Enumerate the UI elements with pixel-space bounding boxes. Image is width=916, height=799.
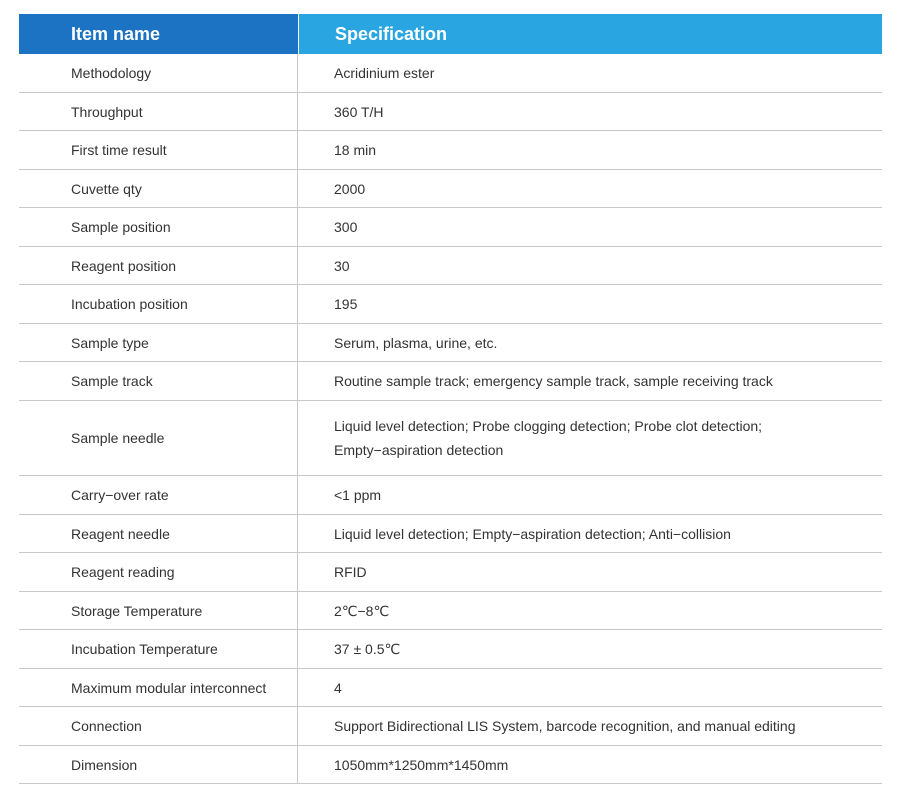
row-value: RFID	[334, 564, 367, 580]
row-name: Sample position	[19, 208, 298, 246]
row-name: Maximum modular interconnect	[19, 669, 298, 706]
row-value: Acridinium ester	[334, 65, 435, 81]
row-value: 300	[334, 219, 358, 235]
row-name: Sample type	[19, 324, 298, 361]
row-value: 2℃−8℃	[334, 602, 390, 619]
table-row	[19, 324, 882, 362]
row-name: Throughput	[19, 93, 298, 130]
table-row	[19, 362, 882, 401]
row-name: Reagent reading	[19, 553, 298, 591]
row-value: Support Bidirectional LIS System, barcode recognition, and manual editing	[334, 718, 796, 734]
table-row	[19, 669, 882, 707]
row-name: Carry−over rate	[19, 476, 298, 514]
row-name: Cuvette qty	[19, 170, 298, 207]
table-row	[19, 54, 882, 93]
table-row	[19, 285, 882, 324]
row-value: 195	[334, 296, 358, 312]
row-name: First time result	[19, 131, 298, 169]
row-name: Dimension	[19, 746, 298, 783]
row-value: Liquid level detection; Empty−aspiration detection; Anti−collision	[334, 525, 731, 542]
table-row	[19, 553, 882, 592]
row-value: <1 ppm	[334, 487, 382, 503]
row-value: 30	[334, 257, 350, 274]
row-value: 1050mm*1250mm*1450mm	[334, 756, 509, 773]
row-value: Liquid level detection; Probe clogging detection; Probe clot detection; Empty−aspiration detection	[334, 418, 763, 458]
table-row	[19, 592, 882, 630]
table-row	[19, 208, 882, 247]
row-value: 4	[334, 679, 342, 696]
table-row	[19, 131, 882, 170]
row-value: 37 ± 0.5℃	[334, 641, 401, 657]
spec-table	[19, 14, 882, 784]
table-row	[19, 630, 882, 669]
row-name: Methodology	[19, 54, 298, 92]
row-value: 2000	[334, 180, 366, 197]
header-specification: Specification	[298, 14, 882, 54]
table-header	[19, 14, 882, 54]
row-name: Connection	[19, 707, 298, 745]
table-row	[19, 515, 882, 553]
header-item-name: Item name	[19, 14, 298, 54]
row-value: 18 min	[334, 142, 377, 158]
row-name: Sample needle	[19, 401, 298, 475]
row-name: Reagent needle	[19, 515, 298, 552]
table-row	[19, 476, 882, 515]
row-name: Reagent position	[19, 247, 298, 284]
table-row	[19, 401, 882, 476]
table-row	[19, 170, 882, 208]
table-row	[19, 707, 882, 746]
table-row	[19, 746, 882, 784]
row-name: Sample track	[19, 362, 298, 400]
row-value: Serum, plasma, urine, etc.	[334, 334, 498, 351]
table-row	[19, 93, 882, 131]
row-value: Routine sample track; emergency sample track, sample receiving track	[334, 373, 773, 389]
row-value: 360 T/H	[334, 103, 384, 120]
row-name: Incubation Temperature	[19, 630, 298, 668]
table-row	[19, 247, 882, 285]
row-name: Storage Temperature	[19, 592, 298, 629]
row-name: Incubation position	[19, 285, 298, 323]
